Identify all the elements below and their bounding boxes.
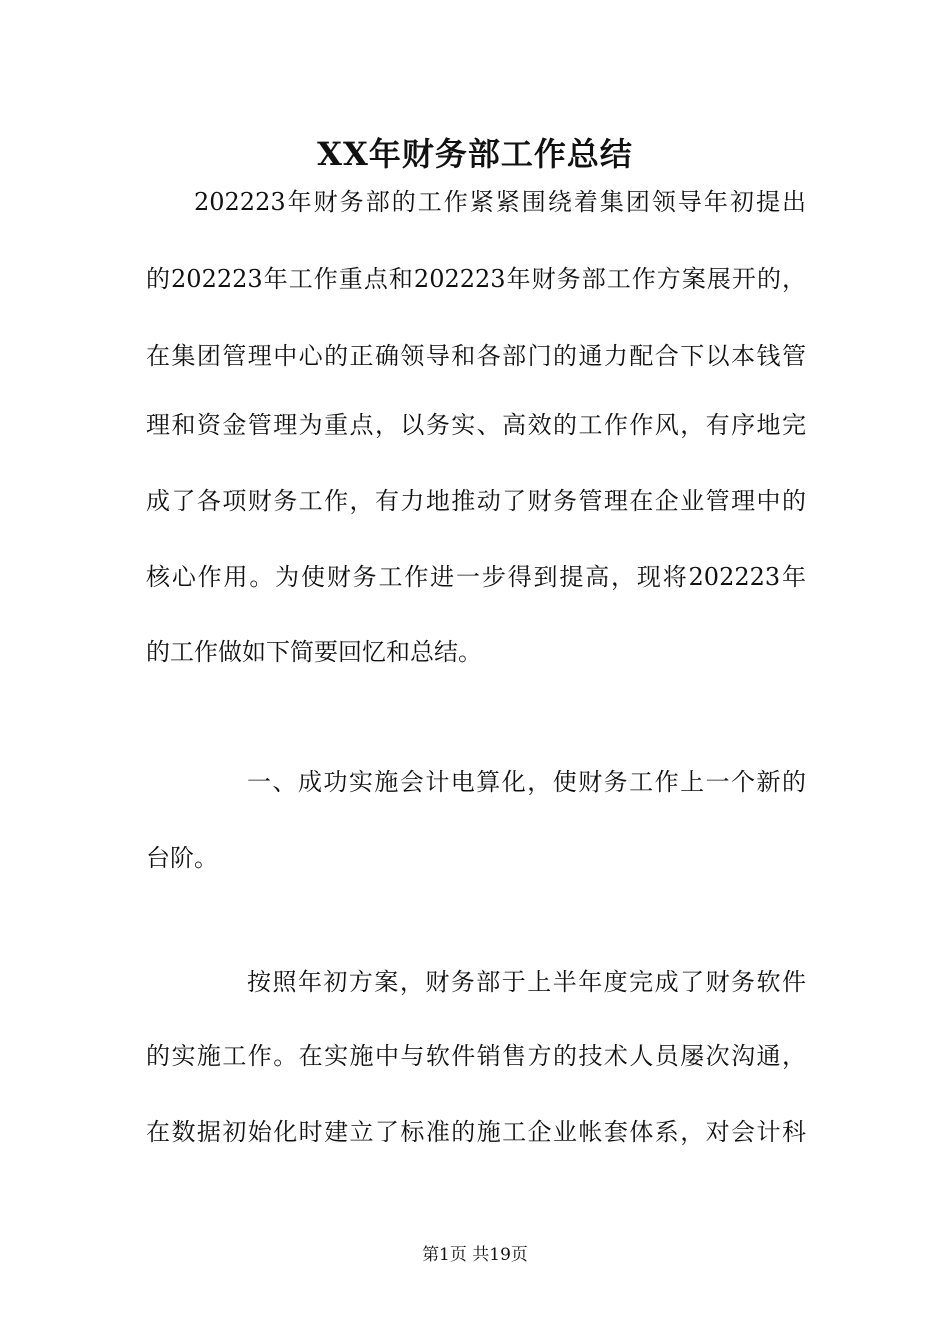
paragraph-1-line-7: 的工作做如下简要回忆和总结。 — [146, 638, 482, 666]
section-1-heading-line-1: 一、成功实施会计电算化，使财务工作上一个新的 — [247, 768, 806, 796]
paragraph-2-line-1: 按照年初方案，财务部于上半年度完成了财务软件 — [247, 968, 806, 996]
page-footer: 第1页 共19页 — [422, 1245, 528, 1265]
paragraph-1-line-1: 202223年财务部的工作紧紧围绕着集团领导年初提出 — [194, 188, 806, 216]
paragraph-1-line-4: 理和资金管理为重点，以务实、高效的工作作风，有序地完 — [146, 411, 806, 439]
paragraph-2-line-2: 的实施工作。在实施中与软件销售方的技术人员屡次沟通， — [146, 1042, 806, 1070]
paragraph-1-line-3: 在集团管理中心的正确领导和各部门的通力配合下以本钱管 — [146, 342, 806, 370]
paragraph-1-line-5: 成了各项财务工作，有力地推动了财务管理在企业管理中的 — [146, 487, 806, 515]
paragraph-1-line-2: 的202223年工作重点和202223年财务部工作方案展开的， — [146, 265, 806, 293]
paragraph-1-line-6: 核心作用。为使财务工作进一步得到提高，现将202223年 — [146, 563, 806, 591]
document-title: XX年财务部工作总结 — [317, 135, 633, 173]
paragraph-2-line-3: 在数据初始化时建立了标准的施工企业帐套体系，对会计科 — [146, 1118, 806, 1146]
section-1-heading-line-2: 台阶。 — [146, 844, 218, 872]
